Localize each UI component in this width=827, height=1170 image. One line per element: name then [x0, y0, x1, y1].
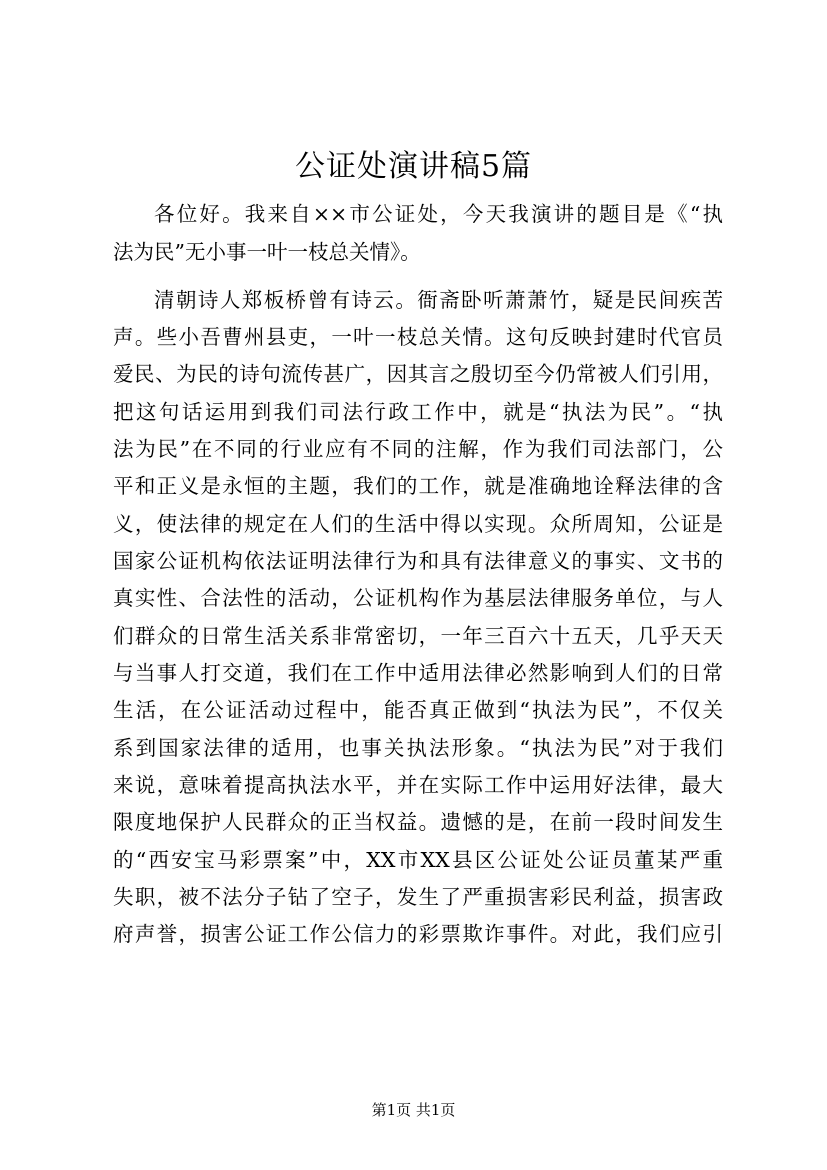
page-footer: 第1页 共1页 — [371, 1101, 456, 1119]
paragraph-line: 国家公证机构依法证明法律行为和具有法律意义的事实、文书的 — [113, 549, 723, 573]
paragraph-line: 清朝诗人郑板桥曾有诗云。衙斋卧听萧萧竹，疑是民间疾苦 — [154, 288, 723, 312]
paragraph-line: 平和正义是永恒的主题，我们的工作，就是准确地诠释法律的含 — [113, 474, 723, 498]
paragraph-line: 生活，在公证活动过程中，能否真正做到“执法为民”，不仅关 — [113, 698, 723, 722]
paragraph-line: 真实性、合法性的活动，公证机构作为基层法律服务单位，与人 — [113, 586, 723, 610]
paragraph-line: 法为民”在不同的行业应有不同的注解，作为我们司法部门，公 — [113, 437, 723, 461]
paragraph-line: 把这句话运用到我们司法行政工作中，就是“执法为民”。“执 — [113, 400, 723, 424]
paragraph-line: 爱民、为民的诗句流传甚广，因其言之殷切至今仍常被人们引用， — [113, 362, 723, 386]
paragraph-line: 失职，被不法分子钻了空子，发生了严重损害彩民利益，损害政 — [113, 885, 723, 909]
paragraph-line: 限度地保护人民群众的正当权益。遗憾的是，在前一段时间发生 — [113, 810, 723, 834]
paragraph-line: 的“西安宝马彩票案”中，XX市XX县区公证处公证员董某严重 — [113, 848, 723, 872]
paragraph-line: 系到国家法律的适用，也事关执法形象。“执法为民”对于我们 — [113, 736, 723, 760]
paragraph-line: 与当事人打交道，我们在工作中适用法律必然影响到人们的日常 — [113, 661, 723, 685]
paragraph-line: 声。些小吾曹州县吏，一叶一枝总关情。这句反映封建时代官员 — [113, 325, 723, 349]
paragraph-line: 法为民”无小事一叶一枝总关情》。 — [113, 240, 421, 264]
paragraph-line: 来说，意味着提高执法水平，并在实际工作中运用好法律，最大 — [113, 773, 723, 797]
paragraph-line: 各位好。我来自××市公证处，今天我演讲的题目是《“执 — [154, 202, 723, 226]
paragraph-line: 府声誉，损害公证工作公信力的彩票欺诈事件。对此，我们应引 — [113, 922, 723, 946]
paragraph-line: 们群众的日常生活关系非常密切，一年三百六十五天，几乎天天 — [113, 624, 723, 648]
document-title: 公证处演讲稿5篇 — [294, 149, 533, 184]
paragraph-line: 义，使法律的规定在人们的生活中得以实现。众所周知，公证是 — [113, 512, 723, 536]
